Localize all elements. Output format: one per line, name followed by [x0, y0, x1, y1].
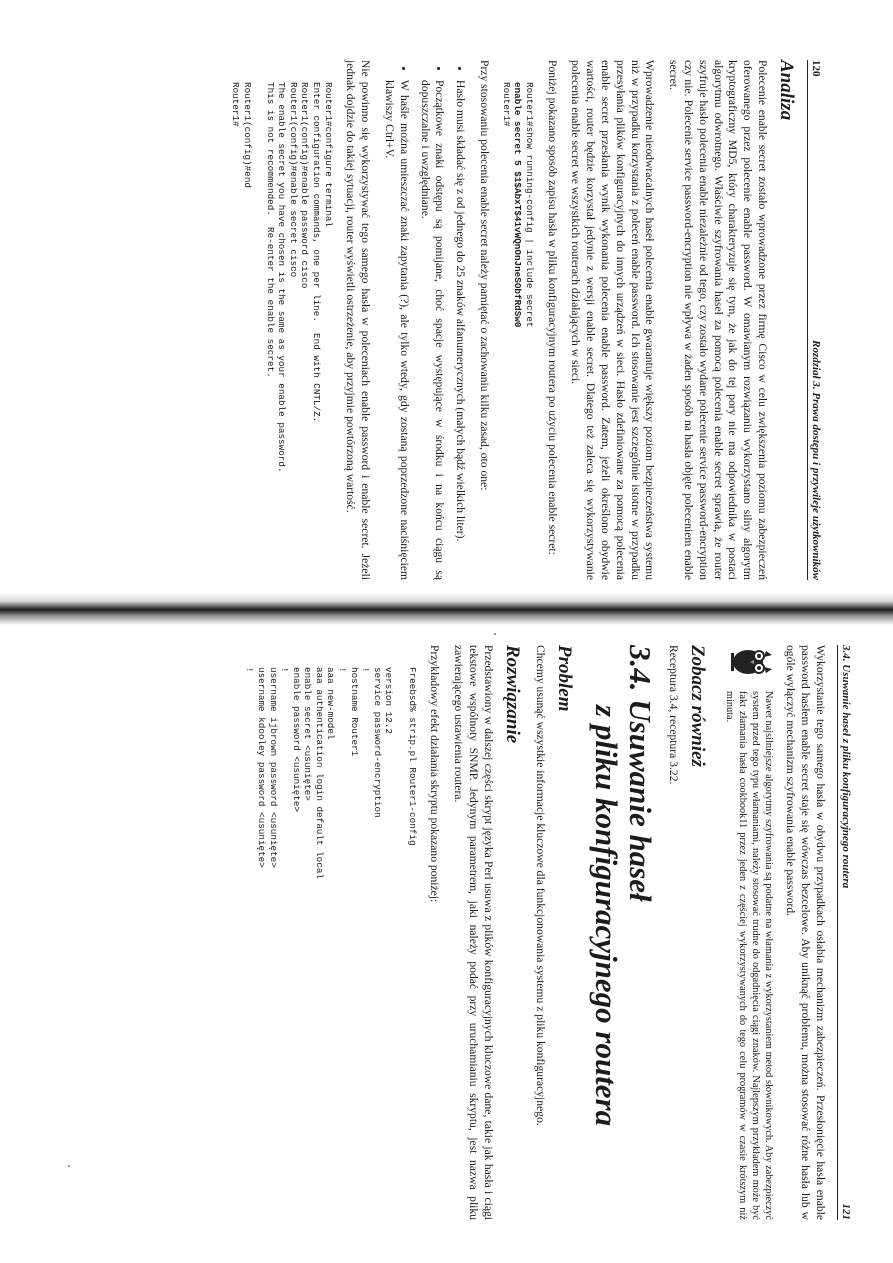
running-header-left	[807, 60, 822, 580]
code-line: enable secret 5 $1$AbxT$41vWQnOnJneSObfRdSw0	[512, 82, 524, 328]
code-line: username ijbrown password <usunięte>	[267, 667, 279, 868]
code-line: hostname Router1	[348, 667, 360, 757]
list-item: • W haśle można umieszczać znaki zapytania (?), ale tylko wtedy, gdy zostaną poprzedzone naciśnięciem klawiszy Ctrl+V.	[381, 80, 411, 580]
code-line: aaa new-model	[325, 667, 337, 740]
code-line: !	[360, 667, 372, 673]
heading-problem: Problem	[553, 645, 575, 712]
code-line: aaa authentication login default local	[313, 667, 325, 880]
code-line: Router1(config)#end	[241, 82, 253, 189]
paragraph-intro: Wykorzystanie tego samego hasła w obydwu przypadkach osłabia mechanizm zabezpieczeń. Przesłonięcie hasła enable password hasłem enable secret staje się wówczas bezcelowe. Aby uniknąć problemu, można stosować różne hasła lub w ogóle wyłączyć mechanizm szyfrowania enable password.	[784, 645, 827, 1220]
list-item: • Początkowe znaki odstępu są pomijane, choć spacje występujące w środku i na końcu ciągu są dopuszczalne i uwzględniane.	[417, 80, 447, 580]
scan-speck	[494, 633, 496, 635]
code-line: Router1(config)#enable password cisco	[299, 82, 311, 289]
heading-solution: Rozwiązanie	[501, 645, 523, 744]
left-page	[62, 60, 822, 580]
code-block-show-config	[500, 82, 535, 580]
see-also-text: Receptura 3.4, receptura 3.22.	[667, 645, 681, 785]
owl-icon	[722, 645, 773, 691]
code-line: version 12.2	[383, 667, 395, 734]
code-line: Router1#	[229, 82, 241, 127]
code-line: Enter configuration commands, one per line. End with CNTL/Z.	[311, 82, 323, 423]
page-number-left: 120	[810, 60, 822, 77]
running-head-left: Rozdział 3. Prawa dostępu i przywileje użytkowników	[810, 340, 822, 580]
running-head-right: 3.4. Usuwanie haseł z pliku konfiguracyjnego routera	[840, 645, 852, 889]
paragraph-1: Polecenie enable secret zostało wprowadzone przez firmę Cisco w celu zwiększenia poziomu zabezpieczeń oferowanego przez polecenie enable password. W omawianym rozwiązaniu wykorzystano silny algorytm kryptograficzny MD5, który charakteryzuje się tym, że jak do tej pory nie ma odpowiednika w postaci algorytmu odwrotnego. Właściwie szyfrowania haseł za pomocą polecenia enable secret sprawia, że router szyfruje hasło polecenia enable niezależnie od tego, czy zostało wydane polecenie service password-encryption czy nie. Polecenie service password-encryption nie wpływa w żaden sposób na hasła objęte poleceniem enable secret.	[667, 60, 769, 580]
list-item: • Hasło musi składać się z od jednego do 25 znaków alfanumerycznych (małych bądź wielkich liter).	[452, 80, 467, 580]
section-title-line-2: z pliku konfiguracyjnego routera	[588, 705, 624, 1127]
section-title	[589, 645, 657, 1220]
rules-list	[381, 60, 467, 580]
book-binding-shadow	[0, 593, 893, 625]
section-title-line-1: 3.4. Usuwanie haseł	[622, 645, 658, 902]
code-line: !	[337, 667, 349, 673]
code-line: service password-encryption	[371, 667, 383, 818]
code-line: enable password <usunięte>	[290, 667, 302, 813]
code-line: enable secret <usunięte>	[302, 667, 314, 801]
solution-text: Przedstawiony w dalszej części skrypt języka Perl usuwa z plików konfiguracyjnych kluczowe dane, takie jak hasła i ciągi tekstowe wspólnoty SNMP. Jedynym parametrem, jaki należy podać przy uruchamianiu skryptu, jest nazwa pliku zawierającego ustawienia routera.	[452, 645, 495, 1220]
code-line: Router1#show running-config | include secret	[523, 82, 535, 328]
example-intro: Przykładowy efekt działania skryptu pokazano poniżej:	[428, 645, 442, 903]
page-number-right: 121	[840, 1203, 852, 1220]
code-line: !	[244, 667, 256, 673]
code-line: The enable secret you have chosen is the same as your enable password.	[276, 82, 288, 473]
paragraph-2: Wprowadzenie nieodwracalnych haseł polecenia enable gwarantuje większy poziom bezpieczeństwa systemu niż w przypadku korzystania z poleceń enable password. Ich stosowanie jest szczególnie istotne w przypadku przesyłania plików konfiguracyjnych do innych urządzeń w sieci. Hasło zdefiniowane za pomocą polecenia enable secret przesłania wynik wykonania polecenia enable password. Zatem, jeżeli określono obydwie wartości, router będzie korzystał jedynie z wersji enable secret. Dlatego też zaleca się wykorzystywanie polecenia enable secret we wszystkich routerach działających w sieci.	[569, 60, 657, 580]
code-line: username kdooley password <usunięte>	[255, 667, 267, 868]
code-line: Freebsd% strip.pl Router1-config	[406, 667, 418, 846]
tip-text: Nawet najsilniejsze algorytmy szyfrowania są podatne na włamania z wykorzystaniem metod słownikowych. Aby zabezpieczyć system przed tego typu włamaniami, należy stosować trudne do odgadnięcia ciągi znaków. Najlepszym przykładem może być fakt złamania hasła cookbook11 przez jeden z częściej wykorzystywanych do tego celu programów w czasie krótszym niż minuta.	[724, 691, 774, 1220]
code-block-strip-output	[244, 667, 418, 1220]
paragraph-4: Przy stosowaniu polecenia enable secret należy pamiętać o zachowaniu kilku zasad, oto one:	[478, 60, 492, 491]
paragraph-5: Nie powinno się wykorzystywać tego samego hasła w poleceniach enable password i enable secret. Jeżeli jednak dojdzie do takiej sytuacji, router wyświetli ostrzeżenie, aby przyjmie powtórzoną wartość.	[344, 60, 373, 580]
heading-analiza: Analiza	[776, 60, 797, 121]
code-line: Router1#configure terminal	[322, 82, 334, 228]
scan-speck	[68, 1165, 70, 1167]
paragraph-3: Poniżej pokazano sposób zapisu hasła w pliku konfiguracyjnym routera po użyciu polecenia enable secret:	[545, 60, 559, 555]
code-line: !	[279, 667, 291, 673]
tip-note	[722, 645, 773, 1220]
right-page	[42, 645, 852, 1220]
running-header-right	[837, 645, 852, 1220]
code-line: Router1#	[500, 82, 512, 127]
problem-text: Chcemy usunąć wszystkie informacje kluczowe dla funkcjonowania systemu z pliku konfiguracyjnego.	[533, 645, 547, 1126]
code-line: This is not recommended. Re-enter the enable secret.	[264, 82, 276, 378]
heading-see-also: Zobacz również	[687, 645, 709, 767]
code-block-enable-warning	[229, 82, 333, 580]
code-line: Router1(config)#enable secret cisco	[287, 82, 299, 278]
